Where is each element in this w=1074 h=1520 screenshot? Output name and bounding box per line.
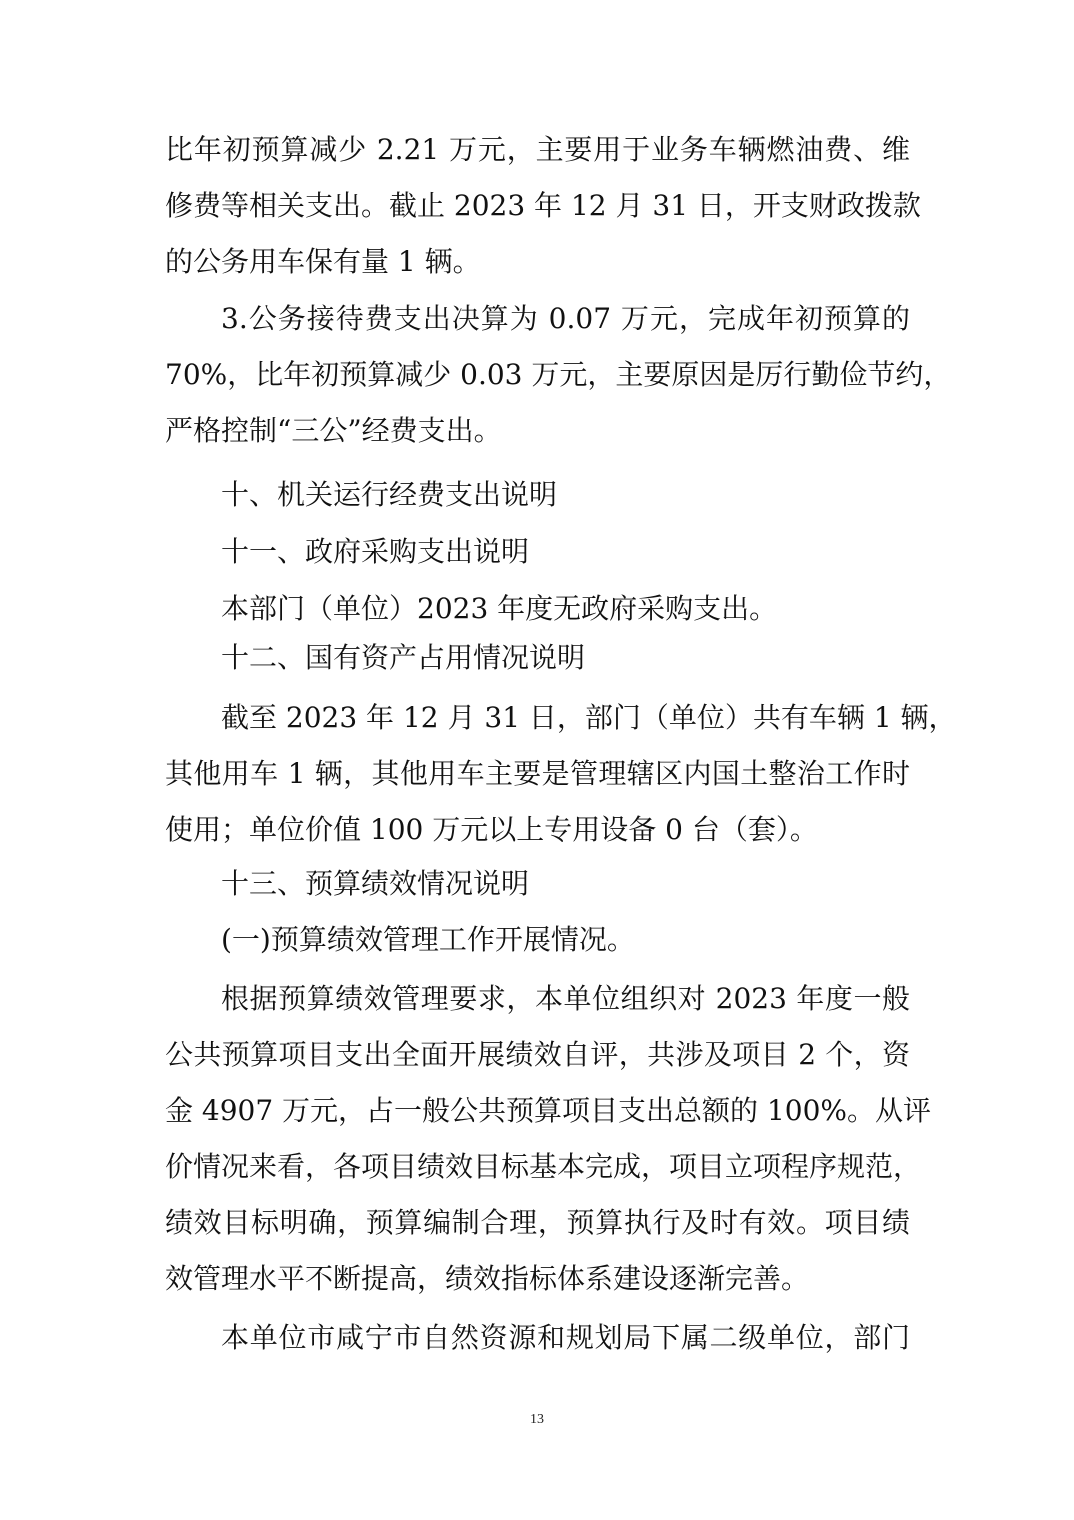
paragraph-line — [0, 920, 1074, 960]
paragraph-line — [0, 1259, 1074, 1299]
section-heading — [0, 638, 1074, 678]
heading-text: 十一、政府采购支出说明 — [221, 535, 530, 568]
text-line: 绩效目标明确，预算编制合理，预算执行及时有效。项目绩 — [165, 1206, 910, 1239]
text-line: 金 4907 万元，占一般公共预算项目支出总额的 100%。从评 — [165, 1094, 932, 1127]
section-heading — [0, 864, 1074, 904]
paragraph-line — [0, 698, 1074, 738]
text-line: 70%，比年初预算减少 0.03 万元，主要原因是厉行勤俭节约， — [165, 358, 952, 391]
text-line: 严格控制“三公”经费支出。 — [165, 414, 502, 447]
text-line: 公共预算项目支出全面开展绩效自评，共涉及项目 2 个，资 — [165, 1038, 910, 1071]
text-line: 比年初预算减少 2.21 万元，主要用于业务车辆燃油费、维 — [165, 133, 910, 166]
paragraph-line — [0, 186, 1074, 226]
section-heading — [0, 532, 1074, 572]
paragraph-line — [0, 1318, 1074, 1358]
text-line: 本部门（单位）2023 年度无政府采购支出。 — [221, 592, 778, 625]
text-line: 效管理水平不断提高，绩效指标体系建设逐渐完善。 — [165, 1262, 810, 1295]
paragraph-line — [0, 754, 1074, 794]
text-line: 截至 2023 年 12 月 31 日，部门（单位）共有车辆 1 辆， — [221, 701, 957, 734]
text-line: 根据预算绩效管理要求，本单位组织对 2023 年度一般 — [221, 982, 910, 1015]
heading-text: 十三、预算绩效情况说明 — [221, 867, 530, 900]
text-line: 的公务用车保有量 1 辆。 — [165, 245, 481, 278]
paragraph-line — [0, 411, 1074, 451]
heading-text: 十二、国有资产占用情况说明 — [221, 641, 586, 674]
paragraph-line — [0, 299, 1074, 339]
section-heading — [0, 475, 1074, 515]
text-line: 修费等相关支出。截止 2023 年 12 月 31 日，开支财政拨款 — [165, 189, 921, 222]
paragraph-line — [0, 1203, 1074, 1243]
paragraph-line — [0, 355, 1074, 395]
paragraph-line — [0, 589, 1074, 629]
page-number: 13 — [530, 1412, 544, 1427]
text-line: 3.公务接待费支出决算为 0.07 万元，完成年初预算的 — [221, 302, 910, 335]
text-line: 其他用车 1 辆，其他用车主要是管理辖区内国土整治工作时 — [165, 757, 910, 790]
heading-text: 十、机关运行经费支出说明 — [221, 478, 558, 511]
paragraph-line — [0, 1147, 1074, 1187]
paragraph-line — [0, 130, 1074, 170]
text-line: 本单位市咸宁市自然资源和规划局下属二级单位，部门 — [221, 1321, 910, 1354]
paragraph-line — [0, 1091, 1074, 1131]
text-line: 使用；单位价值 100 万元以上专用设备 0 台（套）。 — [165, 813, 818, 846]
text-line: 价情况来看，各项目绩效目标基本完成，项目立项程序规范， — [165, 1150, 922, 1183]
paragraph-line — [0, 810, 1074, 850]
paragraph-line — [0, 1035, 1074, 1075]
text-line: (一)预算绩效管理工作开展情况。 — [221, 923, 635, 956]
paragraph-line — [0, 979, 1074, 1019]
paragraph-line — [0, 242, 1074, 282]
